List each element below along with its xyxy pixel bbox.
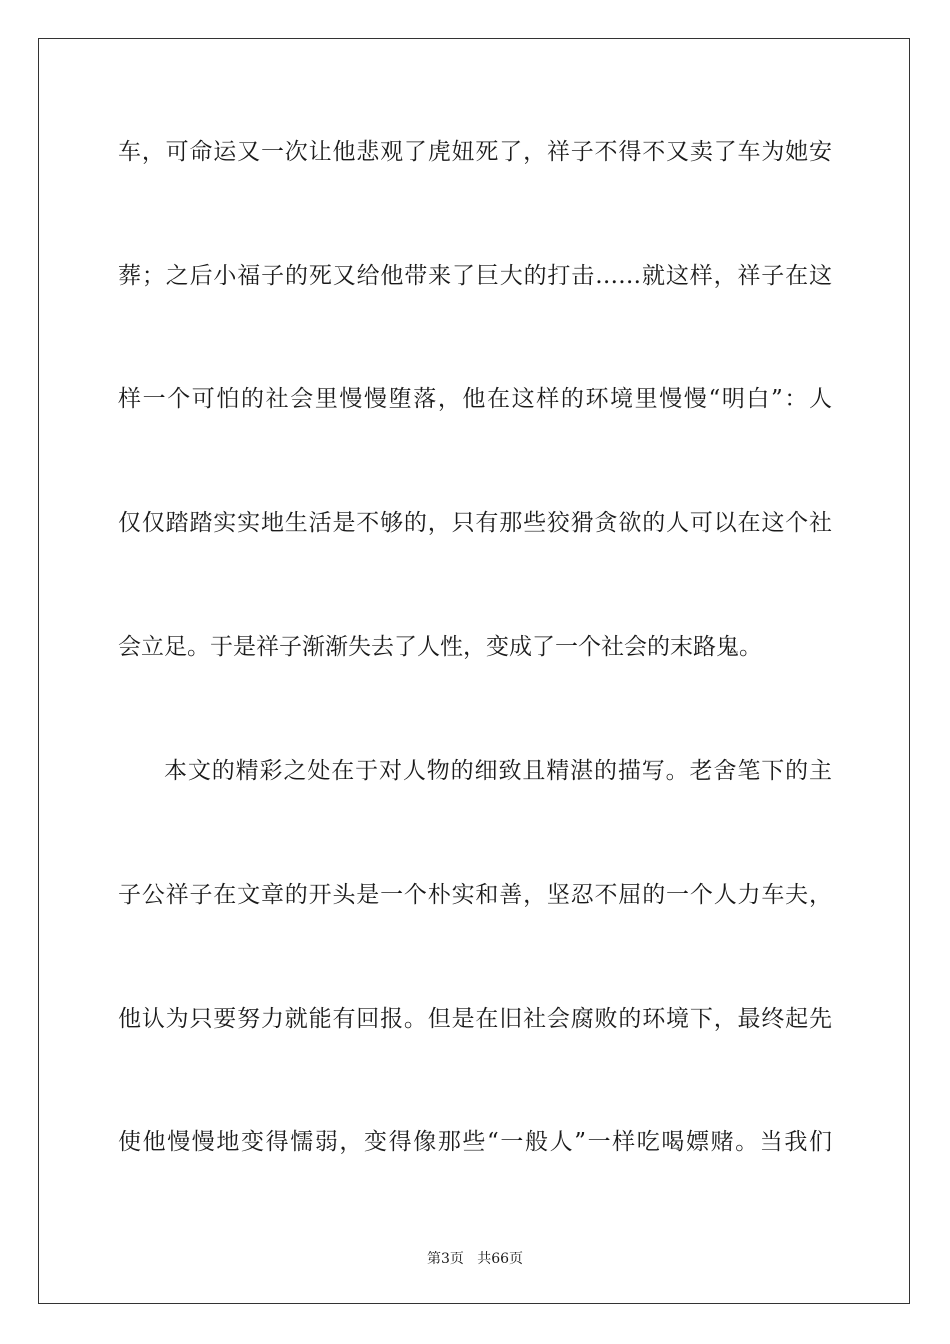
text-line: 样一个可怕的社会里慢慢堕落，他在这样的环境里慢慢“明白”：人 bbox=[118, 386, 832, 412]
page-number: 第3页 共66页 bbox=[426, 1251, 524, 1267]
text-line: 车，可命运又一次让他悲观了虎妞死了，祥子不得不又卖了车为她安 bbox=[118, 139, 832, 165]
text-line: 会立足。于是祥子渐渐失去了人性，变成了一个社会的末路鬼。 bbox=[118, 634, 762, 660]
text-line: 子公祥子在文章的开头是一个朴实和善，坚忍不屈的一个人力车夫， bbox=[118, 882, 832, 908]
page-border bbox=[38, 38, 910, 1304]
text-line: 仅仅踏踏实实地生活是不够的，只有那些狡猾贪欲的人可以在这个社 bbox=[118, 510, 832, 536]
text-line: 葬；之后小福子的死又给他带来了巨大的打击……就这样，祥子在这 bbox=[118, 263, 832, 289]
text-line: 他认为只要努力就能有回报。但是在旧社会腐败的环境下，最终起先 bbox=[118, 1006, 832, 1032]
text-line: 本文的精彩之处在于对人物的细致且精湛的描写。老舍笔下的主 bbox=[164, 758, 832, 784]
text-line: 使他慢慢地变得懦弱，变得像那些“一般人”一样吃喝嫖赌。当我们 bbox=[118, 1129, 832, 1155]
